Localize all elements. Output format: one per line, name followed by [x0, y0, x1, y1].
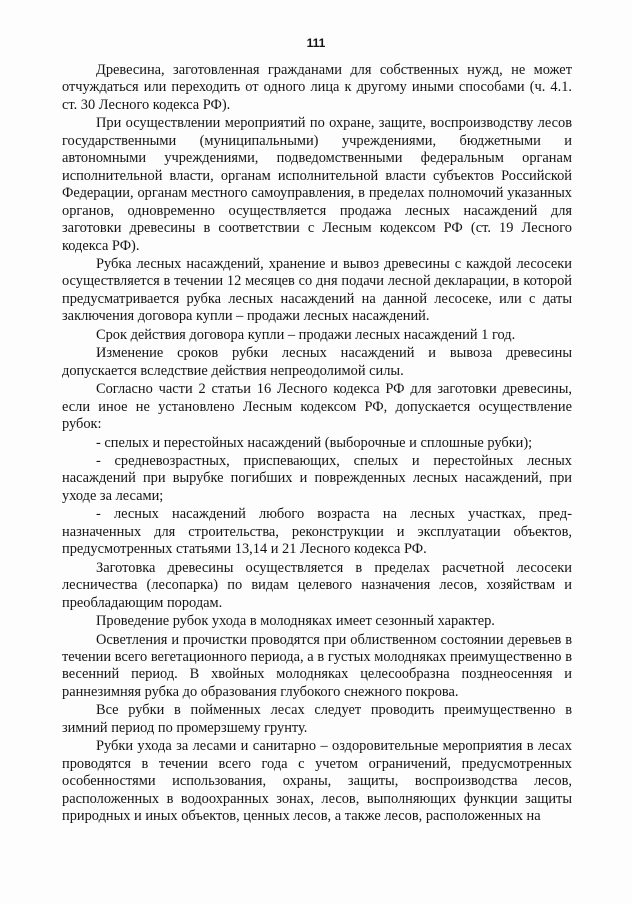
list-item: - спелых и перестойных насаждений (выборочные и сплошные рубки); [96, 434, 533, 451]
page-number: 111 [306, 36, 326, 50]
paragraph: Изменение сроков рубки лесных насаждений и вывоза древесины допускается вследствие действия непреодолимой силы. [62, 345, 572, 379]
paragraph: Рубка лесных насаждений, хранение и вывоз древесины с каждой лесосеки осуществляется в течении 12 месяцев со дня подачи лесной декларации, в которой предусматривается рубка лесных насаждений на данной лесосеке, или с даты заключения договора купли – продажи лесных насаждений. [62, 255, 572, 325]
paragraph: Рубки ухода за лесами и санитарно – оздоровительные мероприятия в лесах проводятся в течении всего года с учетом ограничений, предусмотренных особенностями использования, охраны, защиты, воспроизводства лесов, расположенных в водоохранных зонах, лесов, выполняющих функции защиты природных и иных объектов, ценных лесов, а также лесов, расположенных на [62, 738, 572, 825]
paragraph: Заготовка древесины осуществляется в пределах расчетной лесосеки лесничества (лесопарка) по видам целевого назначения лесов, хозяйствам и преобладающим породам. [62, 559, 572, 611]
paragraph: Проведение рубок ухода в молодняках имеет сезонный характер. [96, 613, 495, 630]
paragraph: Древесина, заготовленная гражданами для собственных нужд, не может отчуждаться или переходить от одного лица к другому иными способами (ч. 4.1. ст. 30 Лесного кодекса РФ). [62, 62, 572, 113]
paragraph: При осуществлении мероприятий по охране, защите, воспроизводству лесов государственными (муниципальными) учреждениями, бюджетными и автономными учреждениями, подведомственными федеральным органам исполнительной власти, органам исполнительной власти субъектов Российской Федерации, органам местного самоуправления, в пределах полномочий указанных органов, одновременно осуществляется продажа лесных насаждений для заготовки древесины в соответствии с Лесным кодексом РФ (ст. 19 Лесного кодекса РФ). [62, 115, 572, 254]
paragraph: Согласно части 2 статьи 16 Лесного кодекса РФ для заготовки древесины, если иное не установлено Лесным кодексом РФ, допускается осуществление рубок: [62, 381, 572, 433]
document-body [62, 62, 572, 826]
list-item: - средневозрастных, приспевающих, спелых и перестойных лесных насаждений при вырубке погибших и поврежденных лесных насаждений, при уходе за лесами; [62, 452, 572, 504]
list-item: - лесных насаждений любого возраста на лесных участках, пред-назначенных для строительства, реконструкции и эксплуатации объектов, предусмотренных статьями 13,14 и 21 Лесного кодекса РФ. [62, 506, 572, 558]
paragraph: Срок действия договора купли – продажи лесных насаждений 1 год. [96, 326, 516, 343]
paragraph: Осветления и прочистки проводятся при облиственном состоянии деревьев в течении всего вегетационного периода, а в густых молодняках преимущественно в весенний период. В хвойных молодняках целесообразна позднеосенняя и раннезимняя рубка до образования глубокого снежного покрова. [62, 631, 572, 700]
paragraph: Все рубки в пойменных лесах следует проводить преимущественно в зимний период по промерзшему грунту. [62, 702, 572, 736]
